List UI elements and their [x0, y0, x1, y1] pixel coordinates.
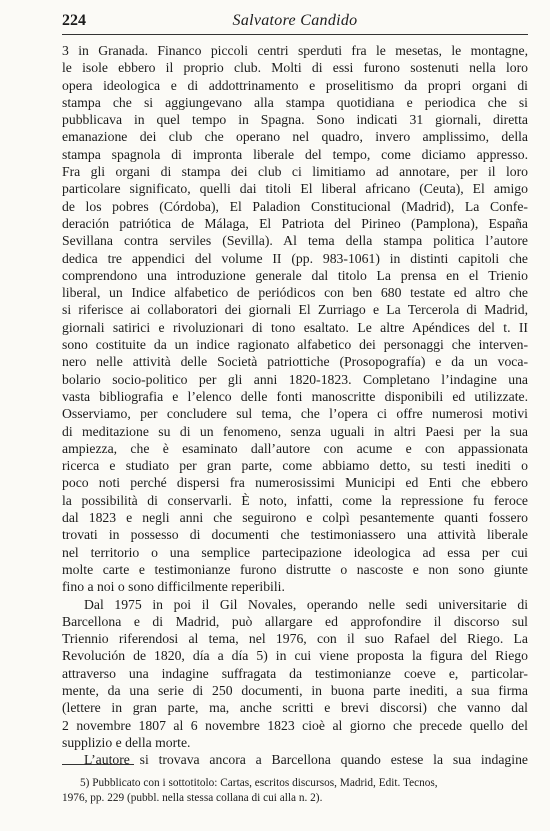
text-line: sono costituite da un indice ragionato alfabetico dei personaggi che interven-	[62, 337, 528, 353]
text-line: si riferisce ai collaboratori dei giornali El Zurriago e La Tercerola di Madrid,	[62, 302, 528, 318]
text-line: nel territorio o una semplice partecipazione ideologica ad essa per cui	[62, 544, 528, 560]
text-line: molte carte e testimonianze furono distrutte o nascoste e non sono giunte	[62, 561, 528, 577]
text-line: trovati in possesso di documenti che testimoniassero una attività liberale	[62, 527, 528, 543]
text-line: deración patriótica de Málaga, El Patriota del Pirineo (Pamplona), España	[62, 215, 528, 231]
text-line: mente, da una serie di 250 documenti, in buona parte inediti, a sua firma	[62, 682, 528, 698]
text-line: stampa spagnola di impronta liberale del tempo, come diciamo appresso.	[62, 146, 528, 162]
text-line: (lettere in gran parte, ma, anche scritti e brevi discorsi) che vanno dal	[62, 700, 528, 716]
text-line: giornali satirici e rivoluzionari di tono esaltato. Le altre Apéndices del t. II	[62, 319, 528, 335]
footnote-rule	[62, 764, 134, 765]
running-head: Salvatore Candido	[232, 12, 358, 29]
text-line: Barcellona e di Madrid, può allargare ed approfondire il discorso sul	[62, 613, 528, 629]
text-line: de los pobres (Córdoba), El Paladion Constitucional (Madrid), La Confe-	[62, 198, 528, 214]
footnote-line: 1976, pp. 229 (pubbl. nella stessa collana di cui alla n. 2).	[62, 792, 323, 804]
text-line: stampa che si aggiungevano alla stampa quotidiana e periodica che si	[62, 94, 528, 110]
text-line: ricerca e studiato per gran parte, come abbiamo detto, su testi inediti o	[62, 458, 528, 474]
text-line: ampiezza, che è esaminato dall’autore con acume e con appassionata	[62, 440, 528, 456]
text-line: Fra gli organi di stampa dei club ci limitiamo ad annotare, per il loro	[62, 164, 528, 180]
text-line: Revolución de 1820, día a día 5) in cui viene proposta la figura del Riego	[62, 648, 528, 664]
text-line: dal 1823 e negli anni che seguirono e colpì pesantemente quanti fossero	[62, 510, 528, 526]
text-line: di meditazione su di un fenomeno, senza uguali in altri Paesi per la sua	[62, 423, 528, 439]
text-line: liberal, un Indice alfabetico de periódicos con ben 680 testate ed altro che	[62, 285, 528, 301]
text-line: fino a noi o sono difficilmente reperibili.	[62, 579, 285, 595]
text-line: Triennio riferendosi al tema, nel 1976, con il suo Rafael del Riego. La	[62, 631, 528, 647]
text-line: attraverso una indagine suffragata da testimonianze coeve e, particolar-	[62, 665, 528, 681]
text-line: le isole ebbero il proprio club. Molti di essi furono sostenuti nella loro	[62, 60, 528, 76]
text-line: dedica tre appendici del volume II (pp. 983-1061) in distinti capitoli che	[62, 250, 528, 266]
page-number: 224	[62, 12, 86, 29]
text-line: nero nelle attività delle Società patriottiche (Prosopografía) e da un voca-	[62, 354, 528, 370]
body-text	[62, 42, 528, 768]
text-line: Dal 1975 in poi il Gil Novales, operando nelle sedi universitarie di	[84, 596, 528, 612]
text-line: vasta bibliografia e l’elenco delle fonti manoscritte disponibili ed utilizzate.	[62, 388, 528, 404]
footnote-line: 5) Pubblicato con i sottotitolo: Cartas, escritos discursos, Madrid, Edit. Tecnos,	[80, 777, 438, 789]
text-line: comprendono una introduzione generale dal titolo La prensa en el Trienio	[62, 267, 528, 283]
text-line: particolare significato, quelli dai titoli El liberal africano (Ceuta), El amigo	[62, 181, 528, 197]
text-line: 3 in Granada. Financo piccoli centri sperduti fra le mesetas, le montagne,	[62, 43, 528, 58]
text-line: pubblicava in quel tempo in Spagna. Sono indicati 31 giornali, diretta	[62, 112, 528, 128]
text-line: emanazione dei club che operano nel quadro, invero amplissimo, della	[62, 129, 528, 145]
text-line: bolario socio-politico per gli anni 1820-1823. Completano l’indagine una	[62, 371, 528, 387]
text-line: poco noti perché dispersi fra numerosissimi Municipi ed Enti che ebbero	[62, 475, 528, 491]
text-line: L’autore si trovava ancora a Barcellona quando estese la sua indagine	[84, 752, 528, 768]
text-line: Osserviamo, per concludere sul tema, che l’opera ci offre numerosi motivi	[62, 406, 528, 422]
text-line: supplizio e della morte.	[62, 734, 191, 750]
text-line: 2 novembre 1807 al 6 novembre 1823 cioè al giorno che precede quello del	[62, 717, 528, 733]
text-line: la possibilità di conservarli. È noto, infatti, come la repressione fu feroce	[62, 492, 528, 508]
text-line: Sevillana contra serviles (Sevilla). Al tema della stampa politica l’autore	[62, 233, 528, 249]
footnotes	[62, 776, 528, 806]
page-header	[62, 10, 528, 35]
text-line: opera ideologica e di addottrinamento e proselitismo da propri organi di	[62, 77, 528, 93]
